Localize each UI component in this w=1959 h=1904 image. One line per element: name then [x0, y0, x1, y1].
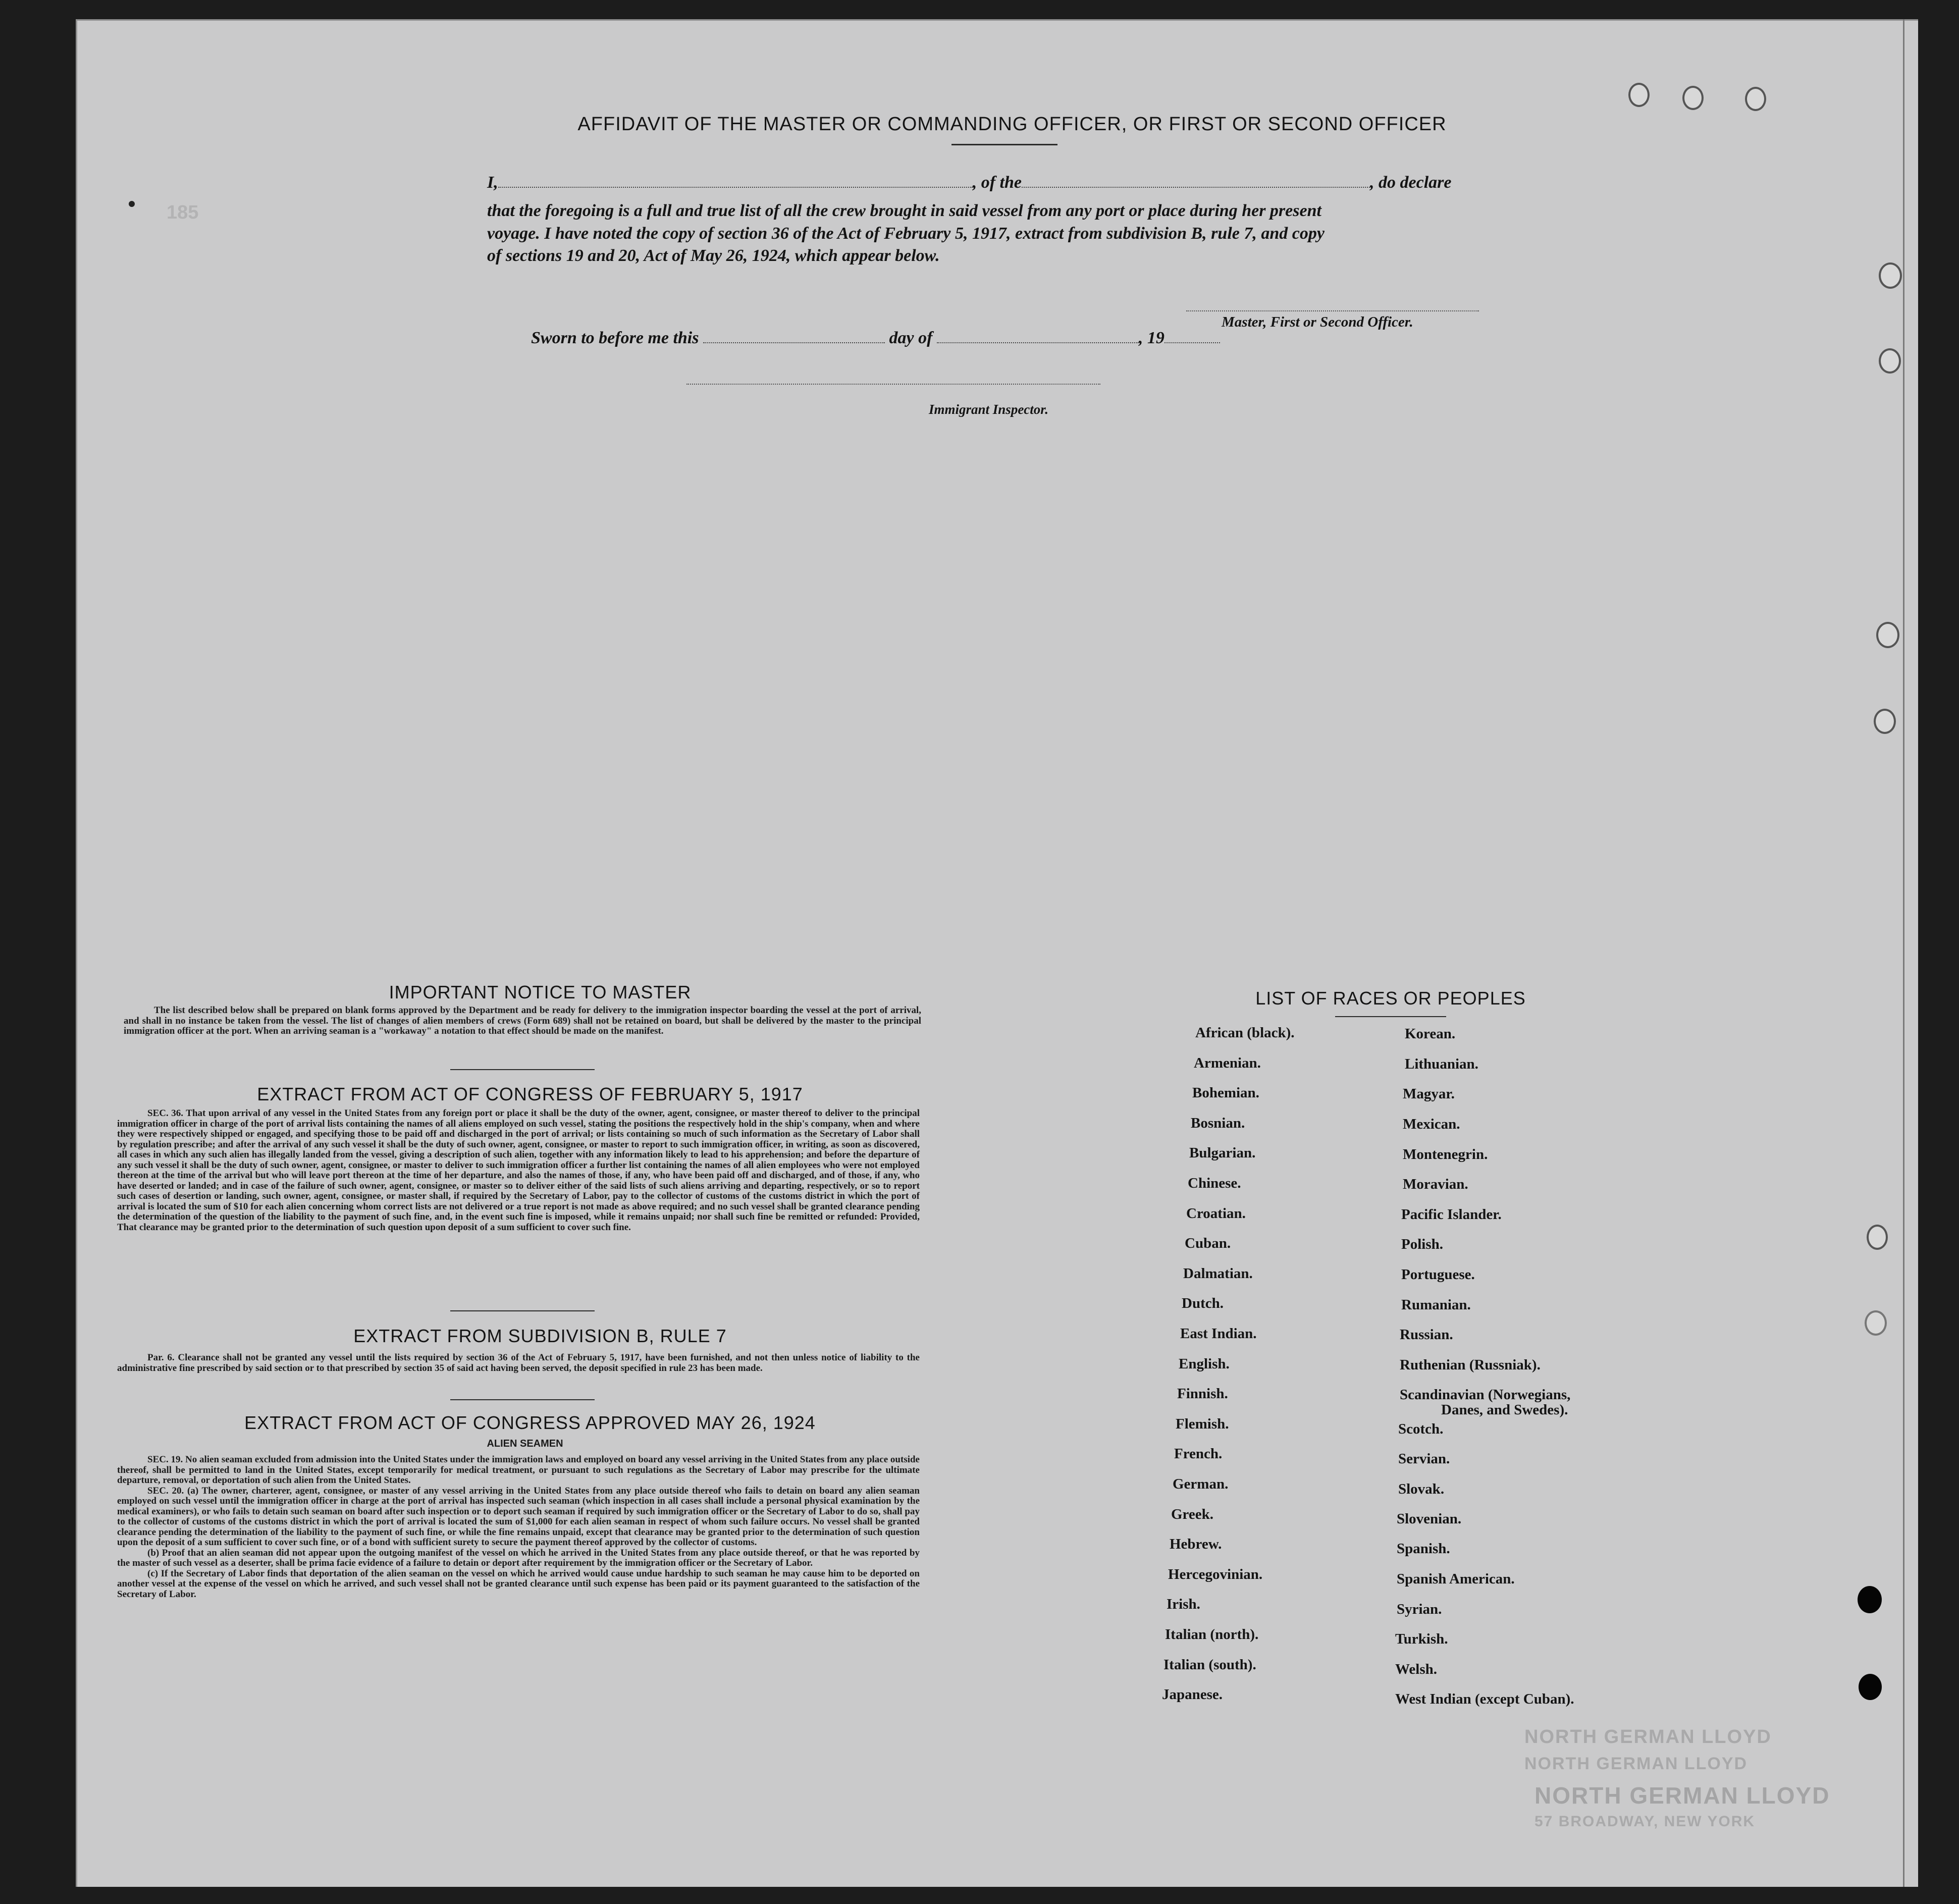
extract-1924-subtitle: ALIEN SEAMEN	[487, 1438, 563, 1449]
margin-dot	[129, 201, 135, 207]
race-item: Scotch.	[1398, 1421, 1444, 1437]
race-item: Moravian.	[1403, 1176, 1468, 1192]
document-page	[76, 19, 1918, 1887]
title-rule	[951, 144, 1057, 145]
race-item: Scandinavian (Norwegians,	[1400, 1387, 1571, 1403]
race-item: Pacific Islander.	[1401, 1206, 1502, 1223]
notice-text: The list described below shall be prepared on blank forms approved by the Department and be ready for delivery to the immigration inspector boarding the vessel at the port of arrival, and shall in no instance be taken from the vessel. The list of changes of alien members of crews (Form 689) shall not be retained on board, but shall be delivered by the master to the principal immigration officer at the port. When an arriving seaman is a "workaway" a notation to that effect should be made on the manifest.	[124, 1005, 921, 1036]
sec-20a: SEC. 20. (a) The owner, charterer, agent, consignee, or master of any vessel arriving in the United States from any place outside thereof who fails to detain on board any alien seaman employed on such vessel until the immigration officer in charge at the port of arrival has inspected such seaman (which inspection in all cases shall include a personal physical examination by the medical examiners), or who fails to detain such seaman on board after such inspection or to deport such seaman if required by such immigration officer or the Secretary of Labor to do so, shall pay to the collector of customs of the customs district in which the port of arrival is located the sum of $1,000 for each alien seaman in respect of whom such failure occurs. No vessel shall be granted clearance pending the determination of the liability to the payment of such fine, or while the fine remains unpaid, except that clearance may be granted prior to the determination of such question upon the deposit of a sum sufficient to cover such fine, or of a bond with sufficient surety to secure the payment thereof approved by the collector of customs.	[117, 1485, 920, 1548]
punch-hole	[1876, 622, 1899, 648]
race-item: Armenian.	[1194, 1054, 1261, 1071]
sec-19: SEC. 19. No alien seaman excluded from admission into the United States under the immigration laws and employed on board any vessel arriving in the United States from any place outside thereof, shall be permitted to land in the United States, except temporarily for medical treatment, or pursuant to such regulations as the Secretary of Labor may prescribe for the ultimate departure, removal, or deportation of such alien from the United States.	[117, 1454, 920, 1486]
race-item: Welsh.	[1395, 1661, 1437, 1677]
punch-hole	[1682, 86, 1704, 110]
race-item: Chinese.	[1188, 1175, 1241, 1191]
race-item: Mexican.	[1403, 1116, 1460, 1132]
punch-hole	[1745, 87, 1766, 111]
inspector-signature-line	[686, 384, 1100, 385]
race-item: Korean.	[1405, 1026, 1456, 1042]
affidavit-title: AFFIDAVIT OF THE MASTER OR COMMANDING OFFICER, OR FIRST OR SECOND OFFICER	[577, 114, 1447, 135]
race-item: French.	[1174, 1446, 1223, 1462]
extract-1917-rule	[450, 1310, 595, 1311]
affidavit-line-4: of sections 19 and 20, Act of May 26, 1924, which appear below.	[487, 246, 940, 265]
notice-title: IMPORTANT NOTICE TO MASTER	[389, 982, 692, 1002]
race-item: English.	[1179, 1355, 1230, 1372]
extract-1917-text: SEC. 36. That upon arrival of any vessel in the United States from any foreign port or place it shall be the duty of the owner, agent, consignee, or master thereof to deliver to the principal immigration officer in charge of the port of arrival lists containing the names of all aliens employed on such vessel, stating the positions the respectively hold in the ship's company, when and where they were respectively shipped or engaged, and specifying those to be paid off and discharged in the port of arrival; or lists containing so much of such information as the Secretary of Labor shall by regulation prescribe; and after the arrival of any such vessel it shall be the duty of such owner, agent, consignee, or master to report to such immigration officer, in writing, as soon as discovered, all cases in which any such alien has illegally landed from the vessel, giving a description of such alien, together with any information likely to lead to his apprehension; and before the departure of any such vessel it shall be the duty of such owner, agent, consignee, or master to deliver to such immigration officer a further list containing the names of all alien employees who were not employed thereon at the time of the arrival but who will leave port thereon at the time of her departure, and also the names of those, if any, who have been paid off and discharged, and of those, if any, who have deserted or landed; and in case of the failure of such owner, agent, consignee, or master so to deliver either of the said lists of such aliens arriving and departing, respectively, or so to report such cases of desertion or landing, such owner, agent, consignee, or master shall, if required by the Secretary of Labor, pay to the collector of customs of the customs district in which the port of arrival is located the sum of $10 for each alien concerning whom correct lists are not delivered or a true report is not made as above required; and no such vessel shall be granted clearance pending the determination of the question of the liability to the payment of such fine, and, in the event such fine is imposed, while it remains unpaid; nor shall such fine be remitted or refunded: Provided, That clearance may be granted prior to the determination of such question upon deposit of a sum sufficient to cover such fine.	[117, 1108, 920, 1233]
race-item: Croatian.	[1186, 1205, 1246, 1222]
inspector-label: Immigrant Inspector.	[929, 402, 1049, 417]
race-item: Spanish American.	[1397, 1571, 1515, 1587]
race-item: African (black).	[1195, 1025, 1295, 1041]
race-item: Bulgarian.	[1189, 1145, 1256, 1161]
punch-hole	[1867, 1225, 1888, 1250]
race-item: Ruthenian (Russniak).	[1400, 1357, 1541, 1373]
extract-1924-title: EXTRACT FROM ACT OF CONGRESS APPROVED MAY 26, 1924	[244, 1412, 816, 1433]
race-item: Hebrew.	[1170, 1536, 1222, 1553]
race-item: Dutch.	[1182, 1295, 1224, 1312]
punch-hole	[1879, 348, 1901, 374]
punch-hole	[1628, 83, 1650, 107]
race-item: Magyar.	[1403, 1086, 1455, 1102]
punch-hole	[1859, 1674, 1882, 1700]
affidavit-line-3: voyage. I have noted the copy of section 36 of the Act of February 5, 1917, extract from subdivision B, rule 7, and copy	[487, 224, 1325, 243]
race-item: Danes, and Swedes).	[1441, 1402, 1568, 1418]
race-item: Slovenian.	[1397, 1511, 1462, 1527]
race-item: Greek.	[1171, 1506, 1214, 1522]
race-item: Syrian.	[1397, 1601, 1442, 1617]
race-item: Italian (south).	[1163, 1656, 1256, 1673]
extract-1924-text	[117, 1455, 920, 1600]
notice-rule	[450, 1069, 595, 1070]
race-item: Polish.	[1401, 1236, 1443, 1252]
race-item: Lithuanian.	[1405, 1056, 1478, 1072]
race-item: Spanish.	[1397, 1541, 1450, 1557]
master-label: Master, First or Second Officer.	[1222, 314, 1413, 330]
punch-hole	[1865, 1310, 1887, 1336]
sec-20c: (c) If the Secretary of Labor finds that deportation of the alien seaman on the vessel on which he arrived would cause undue hardship to such seaman he may cause him to be deported on another vessel at the expense of the vessel on which he arrived, and such vessel shall not be granted clearance until such expense has been paid or its payment guaranteed to the satisfaction of the Secretary of Labor.	[117, 1568, 920, 1600]
race-item: Japanese.	[1162, 1686, 1223, 1703]
races-rule	[1335, 1016, 1446, 1017]
punch-hole	[1858, 1586, 1882, 1613]
master-signature-line	[1186, 310, 1479, 311]
race-item: Hercegovinian.	[1168, 1566, 1263, 1582]
race-item: Cuban.	[1185, 1235, 1231, 1252]
affidavit-line-1: I, , of the , do declare	[487, 173, 1452, 192]
race-item: West Indian (except Cuban).	[1395, 1691, 1574, 1707]
race-item: Flemish.	[1176, 1415, 1229, 1432]
rule7-rule	[450, 1399, 595, 1400]
stamp-line-2: NORTH GERMAN LLOYD	[1524, 1754, 1748, 1773]
race-item: Finnish.	[1177, 1386, 1228, 1402]
race-item: Bosnian.	[1191, 1115, 1245, 1131]
race-item: Portuguese.	[1401, 1266, 1475, 1283]
race-item: Dalmatian.	[1183, 1265, 1253, 1282]
race-item: Italian (north).	[1165, 1626, 1259, 1643]
extract-1917-title: EXTRACT FROM ACT OF CONGRESS OF FEBRUARY 5, 1917	[257, 1084, 803, 1104]
race-item: Rumanian.	[1401, 1297, 1471, 1313]
stamp-line-1: NORTH GERMAN LLOYD	[1524, 1726, 1772, 1748]
sec-20b: (b) Proof that an alien seaman did not appear upon the outgoing manifest of the vessel on which he arrived in the United States from any place outside thereof, or that he was reported by the master of such vessel as a deserter, shall be prima facie evidence of a failure to detain or deport after requirement by the immigration officer or the Secretary of Labor.	[117, 1547, 920, 1568]
rule7-text: Par. 6. Clearance shall not be granted any vessel until the lists required by section 36 of the Act of February 5, 1917, have been furnished, and not then unless notice of liability to the administrative fine prescribed by said section or to that prescribed by section 35 of said act having been served, the deposit specified in rule 23 has been made.	[117, 1352, 920, 1373]
race-item: Montenegrin.	[1403, 1146, 1488, 1162]
race-item: Russian.	[1400, 1327, 1453, 1343]
race-item: Servian.	[1398, 1451, 1450, 1467]
punch-hole	[1879, 262, 1902, 289]
race-item: Bohemian.	[1192, 1085, 1259, 1101]
bleed-through-number: 185	[167, 202, 199, 223]
race-item: East Indian.	[1180, 1326, 1257, 1342]
race-item: Slovak.	[1398, 1481, 1445, 1497]
races-title: LIST OF RACES OR PEOPLES	[1255, 988, 1526, 1009]
stamp-line-3: NORTH GERMAN LLOYD	[1534, 1782, 1830, 1809]
race-item: German.	[1173, 1476, 1229, 1492]
race-item: Irish.	[1167, 1596, 1200, 1613]
race-item: Turkish.	[1395, 1631, 1448, 1647]
sworn-line: Sworn to before me this day of , 19	[531, 328, 1220, 348]
punch-hole	[1874, 709, 1896, 734]
rule7-title: EXTRACT FROM SUBDIVISION B, RULE 7	[353, 1326, 727, 1346]
affidavit-line-2: that the foregoing is a full and true list of all the crew brought in said vessel from any port or place during her present	[487, 201, 1321, 220]
stamp-line-4: 57 BROADWAY, NEW YORK	[1534, 1813, 1756, 1830]
